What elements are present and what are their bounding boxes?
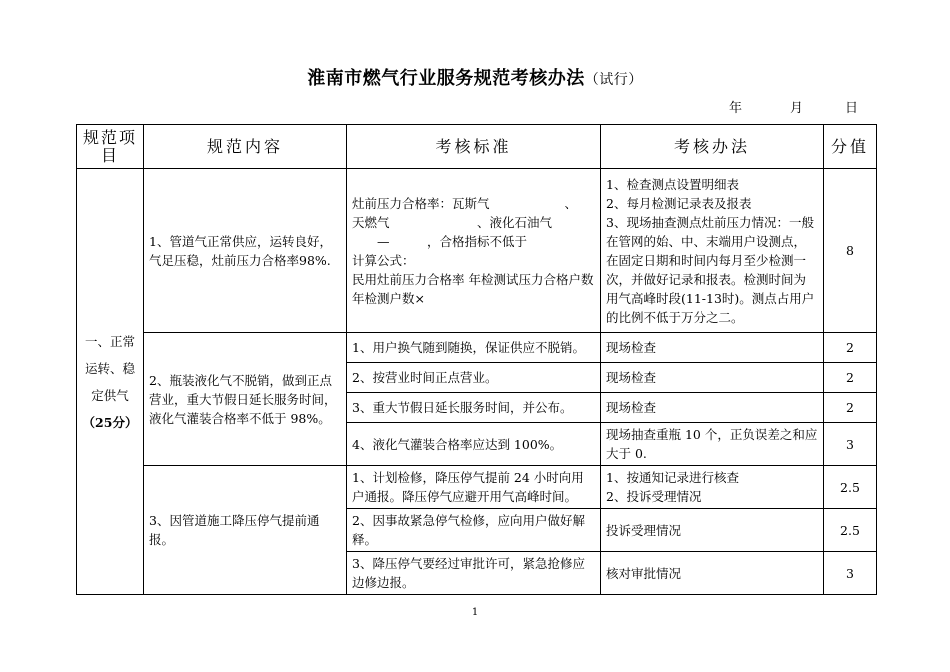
standard-cell: 1、用户换气随到随换，保证供应不脱销。 <box>347 333 601 363</box>
section-line-3: 定供气 <box>91 387 129 403</box>
header-standard: 考核标准 <box>347 125 601 169</box>
section-line-1: 一、正常 <box>84 333 135 349</box>
content-cell: 3、因管道施工降压停气提前通报。 <box>144 466 347 595</box>
section-line-2: 运转、稳 <box>84 360 135 376</box>
standard-cell <box>347 169 601 333</box>
score-cell: 2.5 <box>824 509 877 552</box>
method-cell: 现场检查 <box>601 393 824 423</box>
standard-cell: 3、重大节假日延长服务时间，并公布。 <box>347 393 601 423</box>
score-cell: 2.5 <box>824 466 877 509</box>
date-line <box>729 97 858 116</box>
section-points: （25分） <box>82 414 138 430</box>
method-line: 2、投诉受理情况 <box>606 489 702 504</box>
method-line: 1、检查测点设置明细表 <box>606 176 739 192</box>
content-cell: 1、管道气正常供应，运转良好，气足压稳，灶前压力合格率98%. <box>144 169 347 333</box>
header-content: 规范内容 <box>144 125 347 169</box>
method-cell: 核对审批情况 <box>601 552 824 595</box>
method-line: 3、现场抽查测点灶前压力情况：一般在管网的始、中、末端用户设测点，在固定日期和时间内每月至少检测一次，并做好记录和报表。检测时间为用气高峰时段(11-13时)。测点占用户的比例不低于万分之二。 <box>606 214 815 325</box>
standard-cell: 3、降压停气要经过审批许可，紧急抢修应边修边报。 <box>347 552 601 595</box>
page-number: 1 <box>471 607 479 618</box>
score-cell: 8 <box>824 169 877 333</box>
method-cell: 现场检查 <box>601 333 824 363</box>
assessment-table <box>76 124 877 595</box>
score-cell: 3 <box>824 552 877 595</box>
method-line: 2、每月检测记录表及报表 <box>606 195 752 211</box>
score-cell: 2 <box>824 363 877 393</box>
section-project-cell <box>77 169 144 595</box>
standard-line: 天燃气 、液化石油气 <box>352 214 553 230</box>
table-row <box>77 466 877 509</box>
date-day: 日 <box>844 101 858 116</box>
method-cell: 投诉受理情况 <box>601 509 824 552</box>
date-month: 月 <box>789 101 803 116</box>
standard-cell: 4、液化气灌装合格率应达到 100%。 <box>347 423 601 466</box>
table-row <box>77 333 877 363</box>
method-cell: 现场检查 <box>601 363 824 393</box>
content-cell: 2、瓶装液化气不脱销，做到正点营业，重大节假日延长服务时间，液化气灌装合格率不低于 98%。 <box>144 333 347 466</box>
score-cell: 3 <box>824 423 877 466</box>
header-row <box>77 125 877 169</box>
standard-cell: 2、因事故紧急停气检修，应向用户做好解释。 <box>347 509 601 552</box>
method-line: 1、按通知记录进行核查 <box>606 470 739 485</box>
table-row <box>77 169 877 333</box>
date-year: 年 <box>728 101 742 116</box>
header-project: 规范项目 <box>77 125 144 169</box>
standard-cell: 1、计划检修，降压停气提前 24 小时向用户通报。降压停气应避开用气高峰时间。 <box>347 466 601 509</box>
standard-line: 计算公式： <box>352 252 415 268</box>
header-method: 考核办法 <box>601 125 824 169</box>
standard-line: 民用灶前压力合格率 年检测试压力合格户数 年检测户数× <box>352 271 594 306</box>
document-title <box>0 64 950 90</box>
score-cell: 2 <box>824 393 877 423</box>
title-main: 淮南市燃气行业服务规范考核办法 <box>307 68 585 89</box>
title-suffix: （试行） <box>584 72 643 88</box>
score-cell: 2 <box>824 333 877 363</box>
header-score: 分值 <box>824 125 877 169</box>
method-cell <box>601 466 824 509</box>
method-cell: 现场抽查重瓶 10 个，正负误差之和应大于 0. <box>601 423 824 466</box>
standard-cell: 2、按营业时间正点营业。 <box>347 363 601 393</box>
standard-line: — ，合格指标不低于 <box>352 233 528 249</box>
method-cell <box>601 169 824 333</box>
standard-line: 灶前压力合格率：瓦斯气 、 <box>352 195 578 211</box>
